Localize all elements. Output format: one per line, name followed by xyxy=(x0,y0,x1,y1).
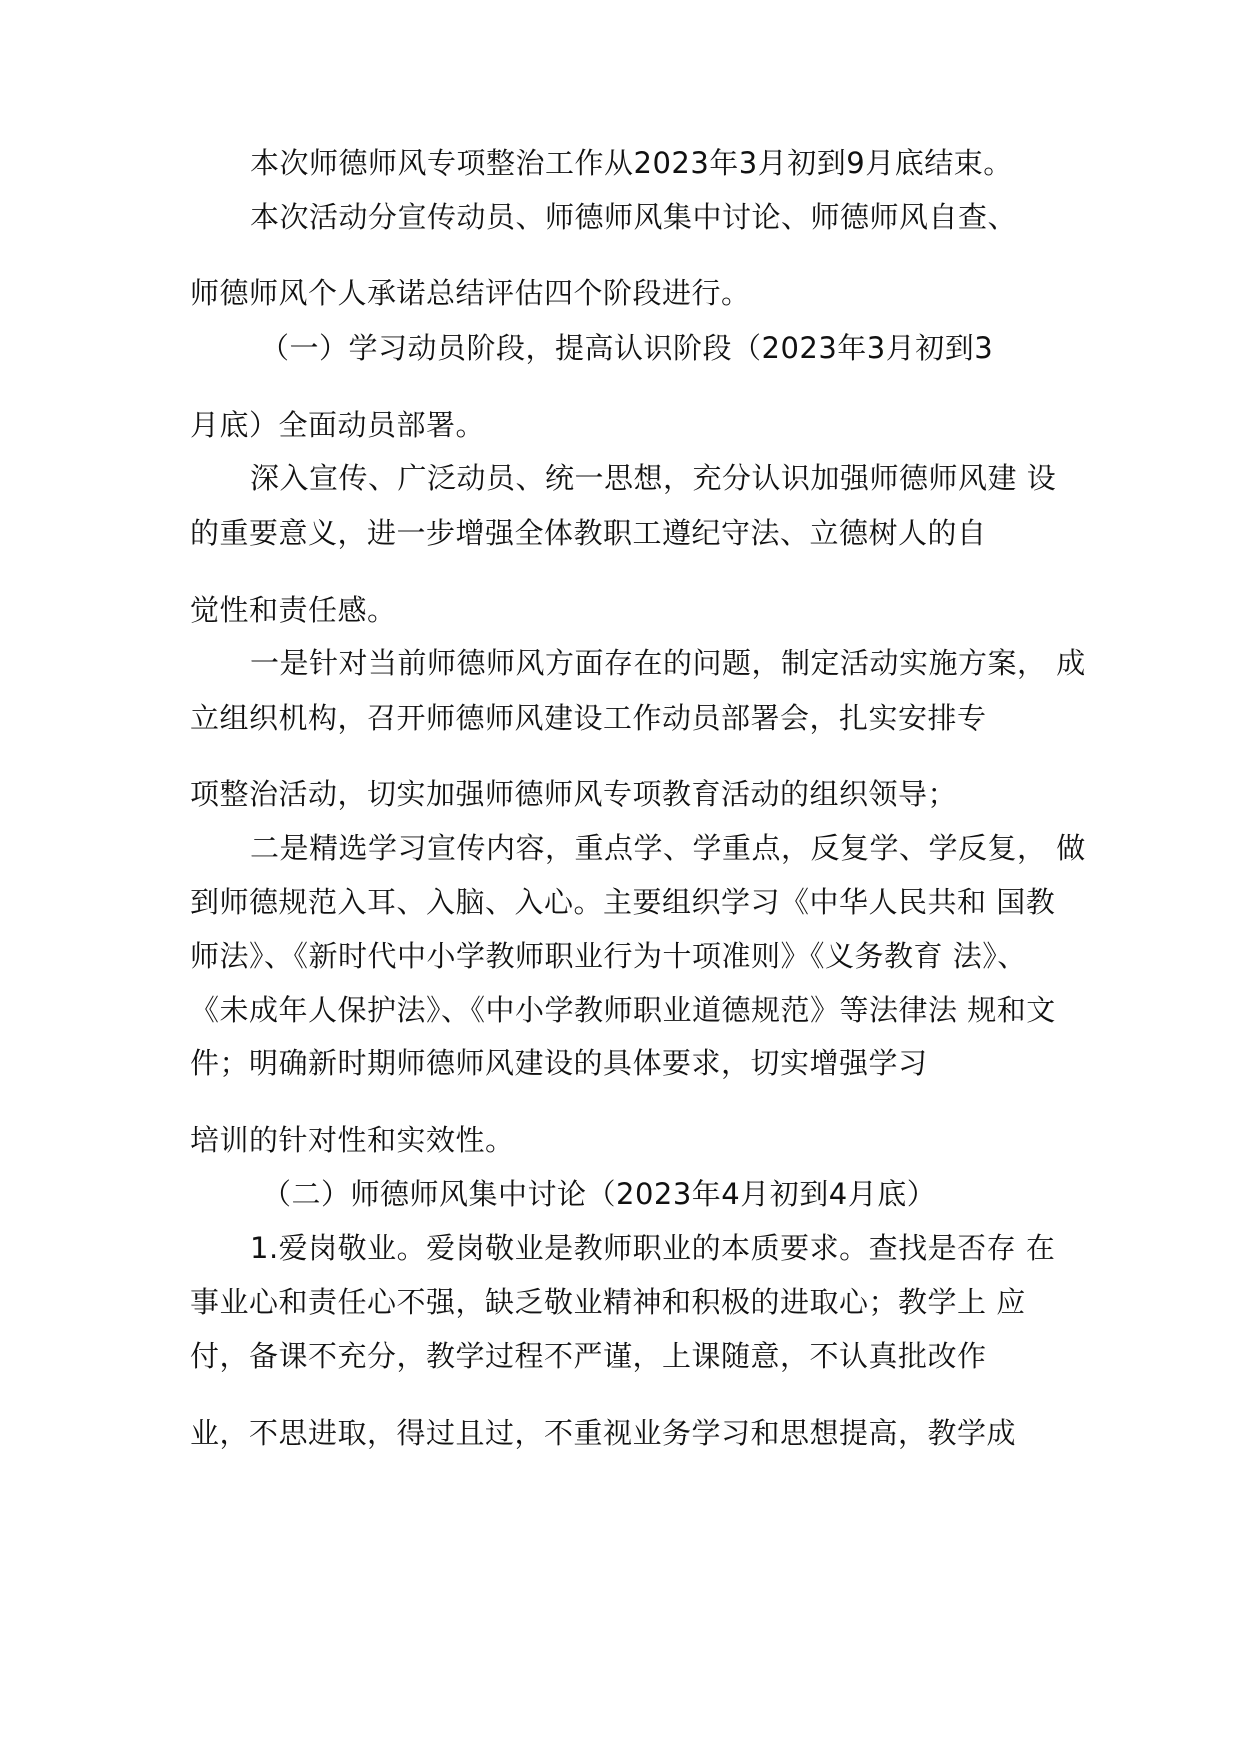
paragraph-line: 立组织机构，召开师德师风建设工作动员部署会，扎实安排专 xyxy=(190,701,987,735)
paragraph-line: 师德师风个人承诺总结评估四个阶段进行。 xyxy=(190,276,751,310)
paragraph-line: 一是针对当前师德师风方面存在的问题，制定活动实施方案， 成 xyxy=(250,646,1086,680)
paragraph-line: 项整治活动，切实加强师德师风专项教育活动的组织领导； xyxy=(190,777,958,811)
paragraph-line: 的重要意义，进一步增强全体教职工遵纪守法、立德树人的自 xyxy=(190,516,987,550)
paragraph-line: 付，备课不充分，教学过程不严谨，上课随意，不认真批改作 xyxy=(190,1339,987,1373)
paragraph-line: 二是精选学习宣传内容，重点学、学重点，反复学、学反复， 做 xyxy=(250,831,1086,865)
paragraph-line: 觉性和责任感。 xyxy=(190,593,397,627)
paragraph-line: 《未成年人保护法》、《中小学教师职业道德规范》等法律法 规和文 xyxy=(190,993,1056,1027)
paragraph-line: 件；明确新时期师德师风建设的具体要求，切实增强学习 xyxy=(190,1046,928,1080)
paragraph-line: 深入宣传、广泛动员、统一思想，充分认识加强师德师风建 设 xyxy=(250,461,1057,495)
paragraph-line: 业，不思进取，得过且过，不重视业务学习和思想提高，教学成 xyxy=(190,1416,1017,1450)
paragraph-line: 培训的针对性和实效性。 xyxy=(190,1123,515,1157)
paragraph-line: 1.爱岗敬业。爱岗敬业是教师职业的本质要求。查找是否存 在 xyxy=(250,1231,1056,1265)
paragraph-line: 到师德规范入耳、入脑、入心。主要组织学习《中华人民共和 国教 xyxy=(190,885,1056,919)
section-heading: （二）师德师风集中讨论（2023年4月初到4月底） xyxy=(262,1177,937,1211)
paragraph-line: 本次活动分宣传动员、师德师风集中讨论、师德师风自查、 xyxy=(250,200,1018,234)
section-heading: （一）学习动员阶段，提高认识阶段（2023年3月初到3 xyxy=(260,331,994,365)
paragraph-line: 事业心和责任心不强，缺乏敬业精神和积极的进取心；教学上 应 xyxy=(190,1285,1026,1319)
paragraph-line: 月底）全面动员部署。 xyxy=(190,408,486,442)
paragraph-line: 本次师德师风专项整治工作从2023年3月初到9月底结束。 xyxy=(250,146,1013,180)
paragraph-line: 师法》、《新时代中小学教师职业行为十项准则》《义务教育 法》、 xyxy=(190,939,1027,973)
